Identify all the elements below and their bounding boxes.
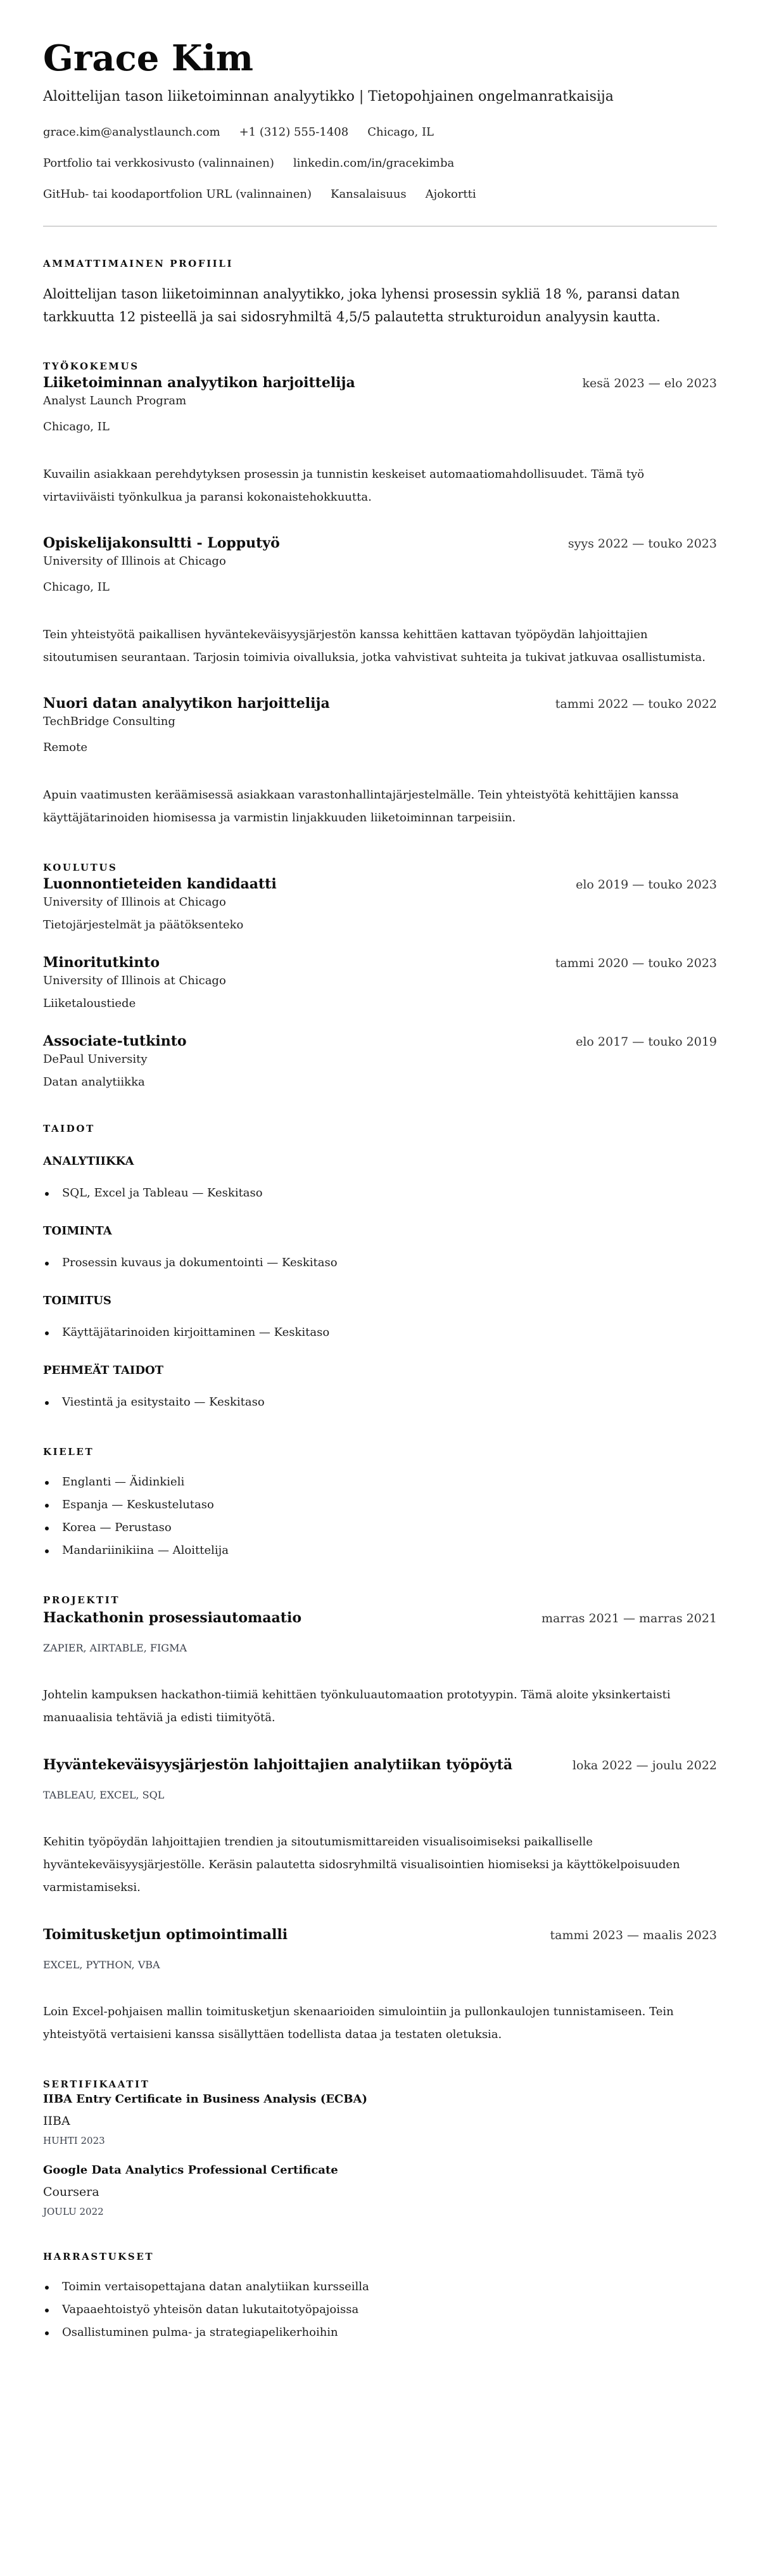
experience-entry bbox=[43, 533, 717, 669]
education-dates: elo 2017 — touko 2019 bbox=[576, 1035, 717, 1049]
skill-list bbox=[43, 1391, 717, 1414]
project-dates: tammi 2023 — maalis 2023 bbox=[550, 1928, 717, 1942]
language-item: Englanti — Äidinkieli bbox=[43, 1471, 717, 1494]
job-description: Tein yhteistyötä paikallisen hyväntekeväisyysjärjestön kanssa kehittäen kattavan työpöydän lahjoittajien sitoutumisen seurantaan. Tarjosin toimivia oivalluksia, jotka vahvistivat suhteita ja tukivat jatkuvaa osallistumista. bbox=[43, 628, 706, 664]
contact-drivers-license: Ajokortti bbox=[425, 188, 476, 201]
skill-group bbox=[43, 1293, 717, 1344]
certifications-section bbox=[43, 2078, 717, 2219]
skill-group bbox=[43, 1224, 717, 1274]
section-title-languages: KIELET bbox=[43, 1446, 94, 1458]
job-description: Apuin vaatimusten keräämisessä asiakkaan varastonhallintajärjestelmälle. Tein yhteistyötä kehittäjien kanssa käyttäjätarinoiden hiomisessa ja varmistin linjakkuuden liiketoiminnan tarpeisiin. bbox=[43, 788, 679, 824]
contact-row-links bbox=[43, 155, 717, 172]
language-item: Korea — Perustaso bbox=[43, 1516, 717, 1539]
project-tools: TABLEAU, EXCEL, SQL bbox=[43, 1789, 165, 1801]
project-dates: marras 2021 — marras 2021 bbox=[541, 1612, 717, 1625]
entry-header bbox=[43, 1606, 717, 1629]
contact-github[interactable]: GitHub- tai koodaportfolion URL (valinnainen) bbox=[43, 188, 312, 201]
contact-email[interactable]: grace.kim@analystlaunch.com bbox=[43, 125, 220, 139]
job-location: Remote bbox=[43, 741, 87, 754]
project-entry bbox=[43, 1606, 717, 1729]
job-title: Liiketoiminnan analyytikon harjoittelija bbox=[43, 375, 355, 391]
experience-section bbox=[43, 360, 717, 830]
skill-item: Prosessin kuvaus ja dokumentointi — Keskitaso bbox=[43, 1252, 717, 1274]
section-title-projects: PROJEKTIT bbox=[43, 1594, 120, 1606]
projects-section bbox=[43, 1594, 717, 2046]
skill-group bbox=[43, 1363, 717, 1414]
contact-citizenship: Kansalaisuus bbox=[331, 188, 407, 201]
certification-entry bbox=[43, 2091, 717, 2148]
hobby-item: Vapaaehtoistyö yhteisön datan lukutaitotyöpajoissa bbox=[43, 2298, 717, 2321]
project-title: Hackathonin prosessiautomaatio bbox=[43, 1610, 301, 1626]
skill-item: SQL, Excel ja Tableau — Keskitaso bbox=[43, 1182, 717, 1205]
entry-header bbox=[43, 1031, 717, 1051]
language-item: Mandariinikiina — Aloittelija bbox=[43, 1539, 717, 1562]
resume-header bbox=[43, 35, 717, 203]
project-entry bbox=[43, 1753, 717, 1899]
job-company: Analyst Launch Program bbox=[43, 394, 187, 407]
contact-portfolio[interactable]: Portfolio tai verkkosivusto (valinnainen) bbox=[43, 157, 274, 170]
entry-header bbox=[43, 1753, 717, 1776]
experience-entry bbox=[43, 693, 717, 830]
education-dates: elo 2019 — touko 2023 bbox=[576, 878, 717, 892]
section-title-skills: TAIDOT bbox=[43, 1123, 95, 1134]
contact-row-primary bbox=[43, 124, 717, 141]
skills-section bbox=[43, 1122, 717, 1414]
profile-summary: Aloittelijan tason liiketoiminnan analyytikko, joka lyhensi prosessin sykliä 18 %, paransi datan tarkkuutta 12 pisteellä ja sai sidosryhmiltä 4,5/5 palautetta strukturoidun analyysin kautta. bbox=[43, 286, 680, 324]
job-dates: tammi 2022 — touko 2022 bbox=[555, 697, 717, 711]
contact-phone[interactable]: +1 (312) 555-1408 bbox=[239, 125, 349, 139]
job-company: University of Illinois at Chicago bbox=[43, 554, 226, 568]
entry-header bbox=[43, 693, 717, 714]
certification-date: JOULU 2022 bbox=[43, 2206, 104, 2217]
entry-header bbox=[43, 533, 717, 553]
experience-entry bbox=[43, 373, 717, 509]
languages-section bbox=[43, 1445, 717, 1562]
hobby-item: Osallistuminen pulma- ja strategiapelikerhoihin bbox=[43, 2321, 717, 2344]
field-of-study: Datan analytiikka bbox=[43, 1075, 145, 1089]
school-name: University of Illinois at Chicago bbox=[43, 974, 226, 987]
education-entry bbox=[43, 952, 717, 1012]
skill-category: ANALYTIIKKA bbox=[43, 1155, 134, 1168]
project-dates: loka 2022 — joulu 2022 bbox=[572, 1759, 717, 1772]
contact-linkedin[interactable]: linkedin.com/in/gracekimba bbox=[293, 157, 455, 170]
project-description: Loin Excel-pohjaisen mallin toimitusketjun skenaarioiden simulointiin ja pullonkaulojen tunnistamiseen. Tein yhteistyötä vertaisieni kanssa sisällyttäen todellista dataa ja testaten oletuksia. bbox=[43, 2005, 674, 2041]
candidate-tagline: Aloittelijan tason liiketoiminnan analyytikko | Tietopohjainen ongelmanratkaisija bbox=[43, 89, 614, 105]
hobby-list bbox=[43, 2276, 717, 2344]
skill-category: TOIMINTA bbox=[43, 1224, 112, 1238]
entry-header bbox=[43, 1923, 717, 1946]
education-section bbox=[43, 861, 717, 1091]
certification-name: Google Data Analytics Professional Certificate bbox=[43, 2163, 338, 2177]
certification-issuer: IIBA bbox=[43, 2114, 70, 2128]
project-title: Hyväntekeväisyysjärjestön lahjoittajien analytiikan työpöytä bbox=[43, 1757, 513, 1773]
skill-list bbox=[43, 1252, 717, 1274]
section-title-hobbies: HARRASTUKSET bbox=[43, 2251, 155, 2262]
skill-list bbox=[43, 1182, 717, 1205]
language-list bbox=[43, 1471, 717, 1562]
entry-header bbox=[43, 952, 717, 973]
skill-group bbox=[43, 1154, 717, 1205]
skill-category: TOIMITUS bbox=[43, 1294, 111, 1307]
degree-title: Associate-tutkinto bbox=[43, 1033, 187, 1049]
job-title: Nuori datan analyytikon harjoittelija bbox=[43, 695, 330, 712]
project-description: Kehitin työpöydän lahjoittajien trendien ja sitoutumismittareiden visualisoimiseksi paikalliselle hyväntekeväisyysjärjestölle. Keräsin palautetta sidosryhmiltä visualisointien hiomiseksi ja käyttökelpoisuuden varmistamiseksi. bbox=[43, 1835, 680, 1894]
school-name: DePaul University bbox=[43, 1053, 148, 1066]
entry-header bbox=[43, 874, 717, 894]
profile-section bbox=[43, 257, 717, 328]
section-title-certifications: SERTIFIKAATIT bbox=[43, 2079, 150, 2090]
school-name: University of Illinois at Chicago bbox=[43, 895, 226, 909]
section-title-experience: TYÖKOKEMUS bbox=[43, 361, 139, 372]
field-of-study: Liiketaloustiede bbox=[43, 997, 136, 1010]
degree-title: Luonnontieteiden kandidaatti bbox=[43, 876, 277, 892]
job-title: Opiskelijakonsultti - Lopputyö bbox=[43, 535, 280, 551]
header-divider bbox=[43, 226, 717, 227]
project-entry bbox=[43, 1923, 717, 2046]
skill-list bbox=[43, 1321, 717, 1344]
field-of-study: Tietojärjestelmät ja päätöksenteko bbox=[43, 918, 244, 932]
skill-item: Viestintä ja esitystaito — Keskitaso bbox=[43, 1391, 717, 1414]
section-title-education: KOULUTUS bbox=[43, 862, 118, 873]
contact-row-extra bbox=[43, 186, 717, 203]
job-description: Kuvailin asiakkaan perehdytyksen prosessin ja tunnistin keskeiset automaatiomahdollisuudet. Tämä työ virtaviiväisti työnkulkua ja paransi kokonaistehokkuutta. bbox=[43, 468, 645, 504]
education-dates: tammi 2020 — touko 2023 bbox=[555, 956, 717, 970]
project-tools: EXCEL, PYTHON, VBA bbox=[43, 1959, 160, 1971]
job-dates: kesä 2023 — elo 2023 bbox=[582, 376, 717, 390]
language-item: Espanja — Keskustelutaso bbox=[43, 1494, 717, 1516]
skill-category: PEHMEÄT TAIDOT bbox=[43, 1364, 164, 1377]
section-title-profile: AMMATTIMAINEN PROFIILI bbox=[43, 258, 234, 269]
degree-title: Minoritutkinto bbox=[43, 954, 160, 971]
candidate-name: Grace Kim bbox=[43, 37, 254, 79]
project-title: Toimitusketjun optimointimalli bbox=[43, 1926, 288, 1943]
project-tools: ZAPIER, AIRTABLE, FIGMA bbox=[43, 1642, 187, 1654]
job-company: TechBridge Consulting bbox=[43, 715, 175, 728]
contact-location: Chicago, IL bbox=[367, 125, 434, 139]
project-description: Johtelin kampuksen hackathon-tiimiä kehittäen työnkuluautomaation prototyypin. Tämä aloite yksinkertaisti manuaalisia tehtäviä ja edisti tiimityötä. bbox=[43, 1688, 671, 1724]
hobby-item: Toimin vertaisopettajana datan analytiikan kursseilla bbox=[43, 2276, 717, 2298]
certification-name: IIBA Entry Certificate in Business Analysis (ECBA) bbox=[43, 2092, 367, 2106]
hobbies-section bbox=[43, 2250, 717, 2344]
certification-issuer: Coursera bbox=[43, 2185, 99, 2199]
skill-item: Käyttäjätarinoiden kirjoittaminen — Keskitaso bbox=[43, 1321, 717, 1344]
education-entry bbox=[43, 1031, 717, 1091]
job-location: Chicago, IL bbox=[43, 420, 110, 433]
certification-date: HUHTI 2023 bbox=[43, 2135, 105, 2146]
certification-entry bbox=[43, 2162, 717, 2219]
entry-header bbox=[43, 373, 717, 393]
job-location: Chicago, IL bbox=[43, 580, 110, 594]
education-entry bbox=[43, 874, 717, 933]
job-dates: syys 2022 — touko 2023 bbox=[567, 537, 717, 551]
